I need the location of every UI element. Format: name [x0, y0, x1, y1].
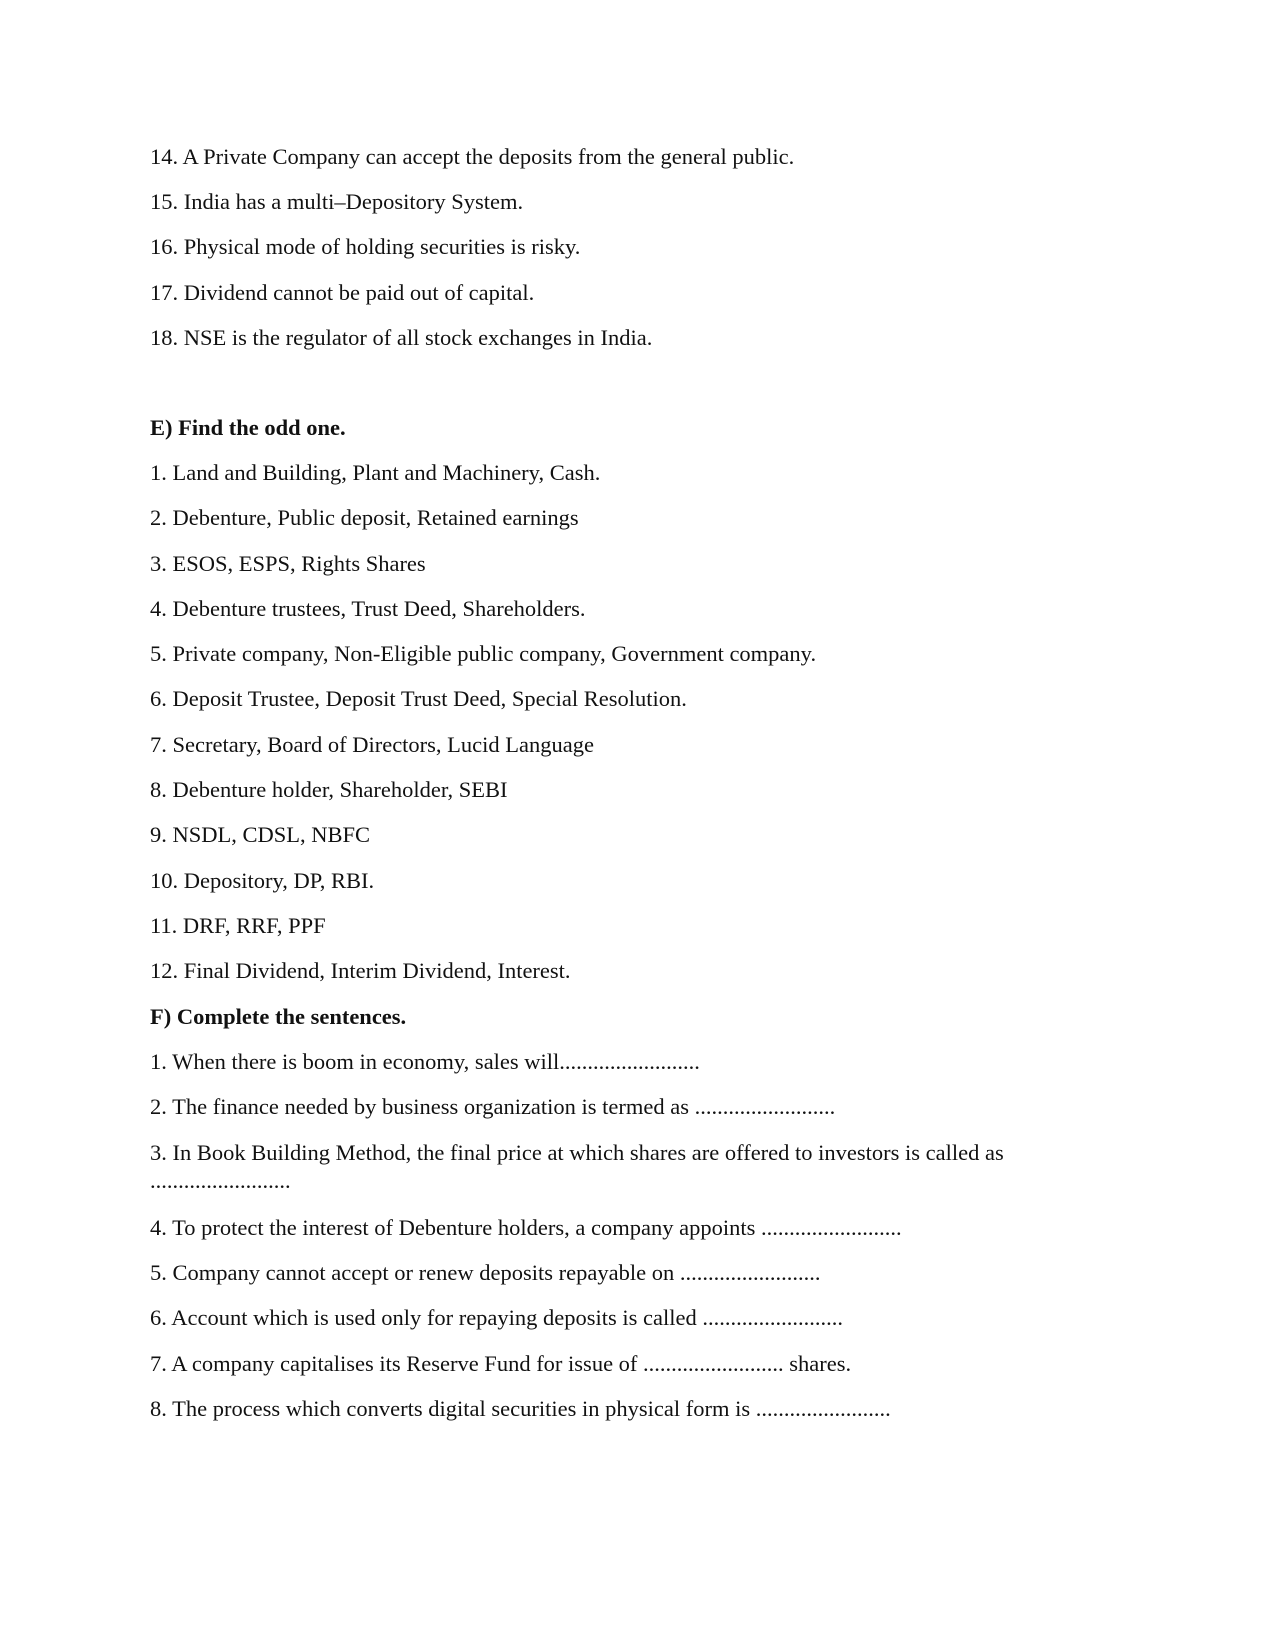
odd-one-item-8: 8. Debenture holder, Shareholder, SEBI — [150, 777, 508, 802]
complete-item-2: 2. The finance needed by business organization is termed as ......................... — [150, 1094, 836, 1119]
section-e-heading: E) Find the odd one. — [150, 415, 346, 440]
odd-one-item-7: 7. Secretary, Board of Directors, Lucid Language — [150, 732, 594, 757]
complete-item-8: 8. The process which converts digital securities in physical form is ........................ — [150, 1396, 891, 1421]
odd-one-item-10: 10. Depository, DP, RBI. — [150, 868, 375, 893]
statement-15: 15. India has a multi–Depository System. — [150, 189, 524, 214]
statement-16: 16. Physical mode of holding securities is risky. — [150, 234, 581, 259]
odd-one-item-6: 6. Deposit Trustee, Deposit Trust Deed, Special Resolution. — [150, 686, 687, 711]
statement-17: 17. Dividend cannot be paid out of capital. — [150, 280, 535, 305]
complete-item-4: 4. To protect the interest of Debenture holders, a company appoints ......................... — [150, 1215, 902, 1240]
statement-18: 18. NSE is the regulator of all stock exchanges in India. — [150, 325, 653, 350]
odd-one-item-5: 5. Private company, Non-Eligible public company, Government company. — [150, 641, 817, 666]
odd-one-item-2: 2. Debenture, Public deposit, Retained earnings — [150, 505, 579, 530]
complete-item-3: 3. In Book Building Method, the final price at which shares are offered to investors is called as ......................... — [150, 1140, 1004, 1193]
odd-one-item-4: 4. Debenture trustees, Trust Deed, Shareholders. — [150, 596, 586, 621]
odd-one-item-3: 3. ESOS, ESPS, Rights Shares — [150, 551, 426, 576]
complete-item-5: 5. Company cannot accept or renew deposits repayable on ......................... — [150, 1260, 821, 1285]
odd-one-item-1: 1. Land and Building, Plant and Machinery, Cash. — [150, 460, 601, 485]
odd-one-item-9: 9. NSDL, CDSL, NBFC — [150, 822, 371, 847]
complete-item-1: 1. When there is boom in economy, sales will......................... — [150, 1049, 700, 1074]
statement-14: 14. A Private Company can accept the deposits from the general public. — [150, 144, 795, 169]
complete-item-6: 6. Account which is used only for repaying deposits is called ......................... — [150, 1305, 844, 1330]
complete-item-7: 7. A company capitalises its Reserve Fund for issue of ......................... shares. — [150, 1351, 852, 1376]
section-f-heading: F) Complete the sentences. — [150, 1004, 407, 1029]
odd-one-item-11: 11. DRF, RRF, PPF — [150, 913, 326, 938]
odd-one-item-12: 12. Final Dividend, Interim Dividend, Interest. — [150, 958, 571, 983]
